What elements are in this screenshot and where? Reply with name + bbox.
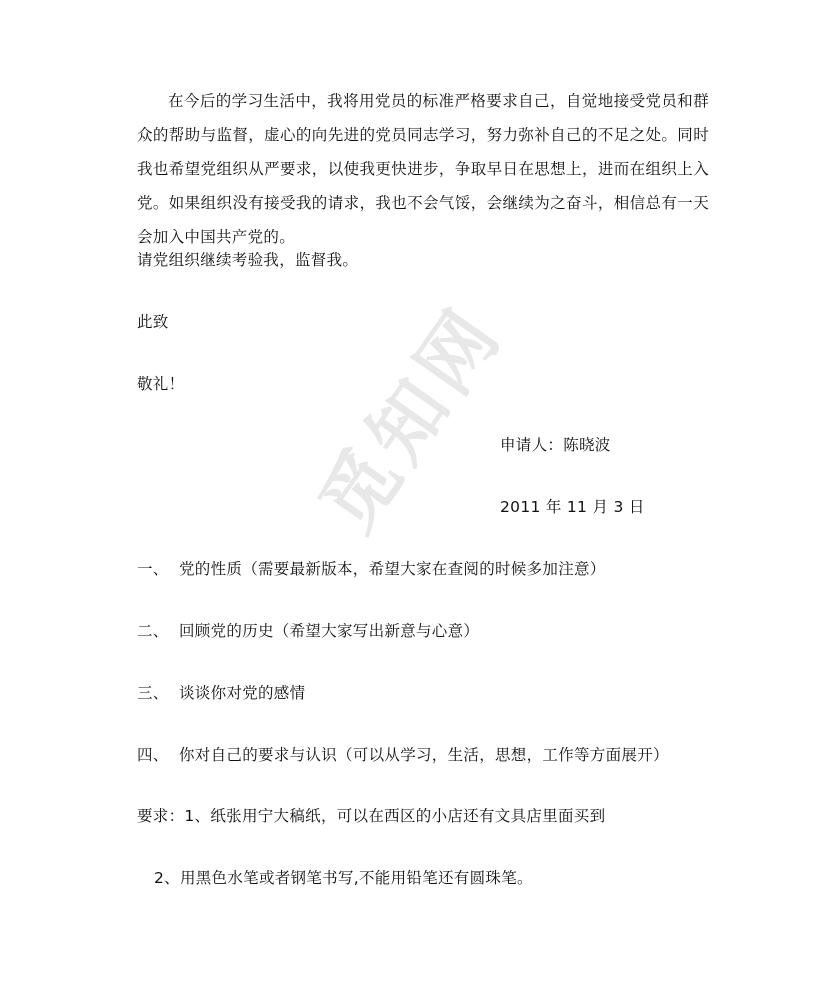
outline-item-3 [137, 683, 305, 703]
outline-number: 四、 [137, 746, 169, 764]
requirement-item-1: 要求：1、纸张用宁大稿纸，可以在西区的小店还有文具店里面买到 [137, 807, 606, 825]
requirement-item-2: 2、用黑色水笔或者钢笔书写,不能用铅笔还有圆珠笔。 [154, 869, 533, 887]
outline-item-1 [137, 559, 606, 579]
outline-text: 你对自己的要求与认识（可以从学习，生活，思想，工作等方面展开） [179, 746, 669, 764]
salutation-jing-li: 敬礼！ [137, 375, 185, 393]
body-paragraph: 在今后的学习生活中，我将用党员的标准严格要求自己，自觉地接受党员和群众的帮助与监督，虚心的向先进的党员同志学习，努力弥补自己的不足之处。同时我也希望党组织从严要求，以使我更快进步，争取早日在思想上，进而在组织上入党。如果组织没有接受我的请求，我也不会气馁，会继续为之奋斗，相信总有一天会加入中国共产党的。 [137, 92, 709, 246]
closing-request: 请党组织继续考验我，监督我。 [137, 251, 359, 269]
applicant-signature: 申请人：陈晓波 [500, 436, 611, 454]
outline-number: 三、 [137, 684, 169, 702]
outline-item-4 [137, 745, 669, 765]
watermark: 觅知网 [302, 289, 520, 547]
outline-item-2 [137, 621, 479, 641]
outline-text: 党的性质（需要最新版本，希望大家在查阅的时候多加注意） [179, 560, 606, 578]
outline-text: 回顾党的历史（希望大家写出新意与心意） [179, 622, 480, 640]
outline-number: 二、 [137, 622, 169, 640]
salutation-ci-zhi: 此致 [137, 313, 169, 331]
application-date: 2011 年 11 月 3 日 [500, 498, 645, 516]
outline-text: 谈谈你对党的感情 [179, 684, 306, 702]
outline-number: 一、 [137, 560, 169, 578]
